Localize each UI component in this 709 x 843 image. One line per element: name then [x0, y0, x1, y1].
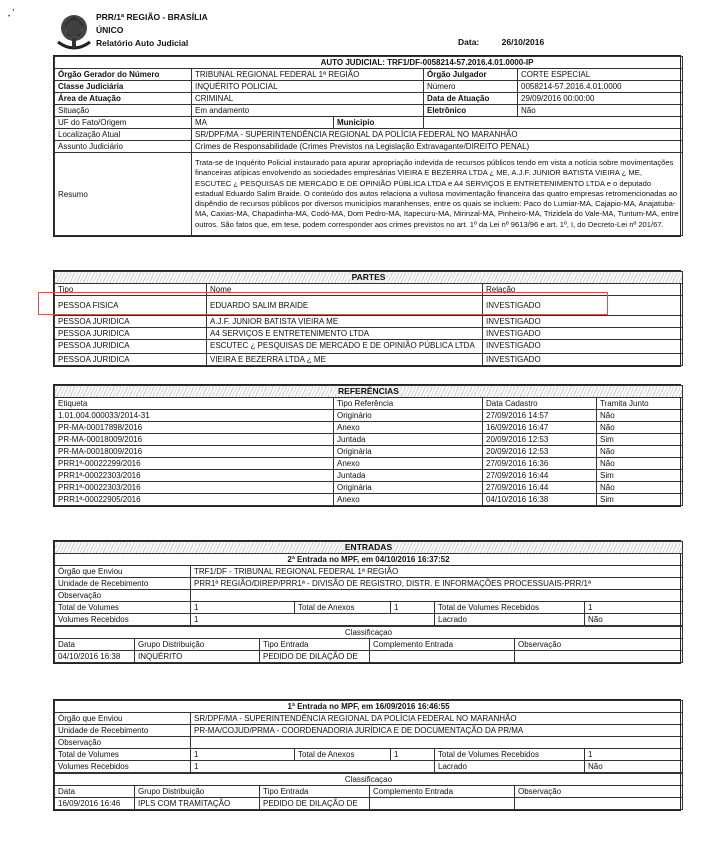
column-header: Grupo Distribuição: [135, 639, 260, 651]
ref-data: 20/09/2016 12:53: [483, 446, 597, 458]
field-row: [55, 761, 683, 773]
entrada-heading: 2ª Entrada no MPF, em 04/10/2016 16:37:52: [55, 554, 683, 566]
field-label: Volumes Recebidos: [55, 614, 191, 626]
field-row: [55, 69, 683, 81]
report-header: [56, 10, 676, 52]
ref-data: 16/09/2016 16:47: [483, 422, 597, 434]
field-value: SR/DPF/MA - SUPERINTENDÊNCIA REGIONAL DA POLÍCIA FEDERAL NO MARANHÃO: [191, 713, 683, 725]
ref-tipo: Juntada: [334, 434, 483, 446]
parte-relacao: INVESTIGADO: [483, 316, 683, 328]
field-row: [55, 81, 683, 93]
parte-tipo: PESSOA JURIDICA: [55, 340, 207, 354]
ref-etiqueta: PRR1ª-00022905/2016: [55, 494, 334, 506]
column-header: Tipo: [55, 284, 207, 296]
column-header: Tipo Entrada: [260, 639, 370, 651]
field-row: [55, 578, 683, 590]
field-label: Assunto Judiciário: [55, 141, 192, 153]
field-row: [55, 129, 683, 141]
ref-tipo: Originária: [334, 446, 483, 458]
parte-nome: ESCUTEC ¿ PESQUISAS DE MERCADO E DE OPINIÃO PÚBLICA LTDA: [207, 340, 483, 354]
class-data: 04/10/2016 16:38: [55, 651, 135, 663]
referencias-title: REFERÊNCIAS: [338, 386, 399, 396]
auto-judicial-title: AUTO JUDICIAL: TRF1/DF-0058214-57.2016.4.01.0000-IP: [55, 57, 683, 69]
field-label: Total de Volumes Recebidos: [435, 749, 585, 761]
table-row: [55, 296, 683, 316]
column-header: Tipo Entrada: [260, 786, 370, 798]
partes-section: [53, 270, 681, 367]
column-header: Data: [55, 639, 135, 651]
field-label: Resumo: [55, 153, 192, 236]
field-label: Municipio: [334, 117, 424, 129]
ref-etiqueta: PR-MA-00017898/2016: [55, 422, 334, 434]
field-row: [55, 713, 683, 725]
class-data: 16/09/2016 16:46: [55, 798, 135, 810]
column-header: Complemento Entrada: [370, 639, 515, 651]
entradas-title: ENTRADAS: [344, 542, 393, 552]
field-label: UF do Fato/Origem: [55, 117, 192, 129]
table-header-row: [55, 284, 683, 296]
ref-etiqueta: PRR1ª-00022299/2016: [55, 458, 334, 470]
referencias-section: [53, 384, 681, 507]
table-row: [55, 410, 683, 422]
scan-mark: •: [8, 14, 11, 20]
class-grupo: INQUÉRITO: [135, 651, 260, 663]
classificacao-heading: Classificaçao: [55, 774, 683, 786]
table-row: [55, 470, 683, 482]
classificacao-heading: Classificaçao: [55, 627, 683, 639]
field-value: Não: [585, 761, 683, 773]
parte-relacao: INVESTIGADO: [483, 340, 683, 354]
field-label: Situação: [55, 105, 192, 117]
field-label: Total de Volumes Recebidos: [435, 602, 585, 614]
column-header: Grupo Distribuição: [135, 786, 260, 798]
field-label: Data de Atuação: [424, 93, 518, 105]
field-label: Unidade de Recebimento: [55, 725, 191, 737]
field-label: Total de Anexos: [295, 602, 391, 614]
ref-tipo: Juntada: [334, 470, 483, 482]
field-label: Lacrado: [435, 614, 585, 626]
resumo-text: Trata-se de Inquérito Policial instaurado para apurar apropriação indevida de recursos públicos tendo em vista a notícia sobre movimentações financeiras atípicas envolvendo as sociedades empresárias VIEIRA E BEZERRA LTDA ¿ ME, A.J.F. JUNIOR BATISTA VIEIRA ¿ ME, ESCUTEC ¿ PESQUISAS DE MERCADO E DE OPINIÃO PÚBLICA LTDA e A4 SERVIÇOS E ENTRETENIMENTO LTDA e o deputado estadual Eduardo Salim Braide. O conteúdo dos autos relaciona a vultosa movimentação financeira das quatro empresas retromencionadas ao dispêndio de recursos públicos por diversos municípios maranhenses, entre os quais se incluem: Paco do Lumiar-MA, Cajapio-MA, Anajatuba-MA, Caxias-MA, Chapadinha-MA, Codó-MA, Dom Pedro-MA, Itapecuru-MA, Mirinzal-MA, Pinheiro-MA, Trizidela do Vale-MA, Tuntum-MA, entre outros. São fatos que, em tese, podem corresponder aos crimes previstos no art. 1º da Lei nº 9613/96 e art. 1º, I, do Decreto-Lei nº 201/67.: [192, 153, 683, 236]
field-value: INQUÉRITO POLICIAL: [192, 81, 424, 93]
field-row: [55, 737, 683, 749]
class-grupo: IPLS COM TRAMITAÇÃO: [135, 798, 260, 810]
field-label: Órgão Julgador: [424, 69, 518, 81]
ref-data: 20/09/2016 12:53: [483, 434, 597, 446]
field-value: PRR1ª REGIÃO/DIREP/PRR1ª - DIVISÃO DE REGISTRO, DISTR. E INFORMAÇÕES PROCESSUAIS-PRR/1ª: [191, 578, 683, 590]
brazil-coat-of-arms-icon: [56, 12, 92, 52]
column-header: Data: [55, 786, 135, 798]
header-line-3: Relatório Auto Judicial: [96, 38, 189, 48]
field-label: Observação: [55, 737, 191, 749]
field-value: [424, 117, 683, 129]
parte-tipo: PESSOA JURIDICA: [55, 354, 207, 366]
table-row: [55, 798, 683, 810]
parte-tipo: PESSOA JURIDICA: [55, 316, 207, 328]
class-tipo: PEDIDO DE DILAÇÃO DE: [260, 651, 370, 663]
column-header: Tipo Referência: [334, 398, 483, 410]
partes-title: PARTES: [351, 272, 386, 282]
table-row: [55, 422, 683, 434]
auto-judicial-section: [53, 55, 681, 237]
field-value: 1: [585, 749, 683, 761]
field-value: SR/DPF/MA - SUPERINTENDÊNCIA REGIONAL DA POLÍCIA FEDERAL NO MARANHÃO: [192, 129, 683, 141]
field-value: 1: [191, 761, 435, 773]
table-row: [55, 340, 683, 354]
table-row: [55, 482, 683, 494]
column-header: Observação: [515, 639, 683, 651]
ref-tramita: Não: [597, 410, 683, 422]
field-value: PR-MA/COJUD/PRMA - COORDENADORIA JURÍDICA E DE DOCUMENTAÇÃO DA PR/MA: [191, 725, 683, 737]
table-row: [55, 354, 683, 366]
field-value: TRF1/DF - TRIBUNAL REGIONAL FEDERAL 1ª REGIÃO: [191, 566, 683, 578]
table-row: [55, 316, 683, 328]
parte-relacao: INVESTIGADO: [483, 296, 683, 316]
field-label: Total de Volumes: [55, 749, 191, 761]
field-row: [55, 93, 683, 105]
scan-mark: ,: [12, 2, 15, 13]
class-complemento: [370, 798, 515, 810]
entradas-section: [53, 540, 681, 664]
field-value: 1: [585, 602, 683, 614]
field-label: Observação: [55, 590, 191, 602]
class-tipo: PEDIDO DE DILAÇÃO DE: [260, 798, 370, 810]
field-value: 29/09/2016 00:00:00: [518, 93, 683, 105]
column-header: Etiqueta: [55, 398, 334, 410]
class-observacao: [515, 651, 683, 663]
ref-tramita: Sim: [597, 494, 683, 506]
table-row: [55, 494, 683, 506]
table-row: [55, 328, 683, 340]
field-row: [55, 749, 683, 761]
field-label: Eletrônico: [424, 105, 518, 117]
parte-tipo: PESSOA FISICA: [55, 296, 207, 316]
entrada-heading: 1ª Entrada no MPF, em 16/09/2016 16:46:55: [55, 701, 683, 713]
ref-tramita: Não: [597, 422, 683, 434]
field-label: Total de Volumes: [55, 602, 191, 614]
ref-tramita: Não: [597, 446, 683, 458]
parte-tipo: PESSOA JURIDICA: [55, 328, 207, 340]
field-label: Área de Atuação: [55, 93, 192, 105]
ref-etiqueta: PRR1ª-00022303/2016: [55, 482, 334, 494]
column-header: Relação: [483, 284, 683, 296]
ref-tipo: Anexo: [334, 458, 483, 470]
table-row: [55, 446, 683, 458]
field-label: Lacrado: [435, 761, 585, 773]
table-row: [55, 434, 683, 446]
field-label: Total de Anexos: [295, 749, 391, 761]
field-label: Órgão que Enviou: [55, 713, 191, 725]
entrada-1-section: [53, 699, 681, 811]
field-value: 1: [191, 749, 295, 761]
ref-tipo: Originária: [334, 482, 483, 494]
field-value: 0058214-57.2016.4.01.0000: [518, 81, 683, 93]
field-label: Órgão Gerador do Número: [55, 69, 192, 81]
date-value: 26/10/2016: [501, 37, 545, 47]
ref-tipo: Anexo: [334, 494, 483, 506]
table-header-row: [55, 398, 683, 410]
ref-data: 27/09/2016 16:44: [483, 470, 597, 482]
parte-relacao: INVESTIGADO: [483, 354, 683, 366]
report-date: [458, 37, 544, 47]
table-row: [55, 651, 683, 663]
field-value: [191, 590, 683, 602]
ref-etiqueta: PR-MA-00018009/2016: [55, 446, 334, 458]
ref-etiqueta: PRR1ª-00022303/2016: [55, 470, 334, 482]
field-value: CRIMINAL: [192, 93, 424, 105]
class-observacao: [515, 798, 683, 810]
field-value: [191, 737, 683, 749]
ref-tipo: Originário: [334, 410, 483, 422]
field-value: Não: [518, 105, 683, 117]
field-value: TRIBUNAL REGIONAL FEDERAL 1ª REGIÃO: [192, 69, 424, 81]
column-header: Complemento Entrada: [370, 786, 515, 798]
ref-tramita: Sim: [597, 470, 683, 482]
column-header: Observação: [515, 786, 683, 798]
ref-etiqueta: 1.01.004.000033/2014-31: [55, 410, 334, 422]
field-value: Em andamento: [192, 105, 424, 117]
field-row: [55, 141, 683, 153]
field-row: [55, 602, 683, 614]
field-row: [55, 590, 683, 602]
ref-data: 27/09/2016 16:44: [483, 482, 597, 494]
table-header-row: [55, 639, 683, 651]
field-label: Localização Atual: [55, 129, 192, 141]
column-header: Data Cadastro: [483, 398, 597, 410]
column-header: Tramita Junto: [597, 398, 683, 410]
ref-tramita: Sim: [597, 434, 683, 446]
parte-nome: EDUARDO SALIM BRAIDE: [207, 296, 483, 316]
field-value: 1: [191, 614, 435, 626]
header-line-2: ÚNICO: [96, 25, 124, 35]
ref-tramita: Não: [597, 458, 683, 470]
field-row: [55, 614, 683, 626]
field-value: CORTE ESPECIAL: [518, 69, 683, 81]
field-label: Número: [424, 81, 518, 93]
field-label: Volumes Recebidos: [55, 761, 191, 773]
ref-data: 27/09/2016 14:57: [483, 410, 597, 422]
field-label: Órgão que Enviou: [55, 566, 191, 578]
field-row: [55, 117, 683, 129]
field-row: [55, 566, 683, 578]
parte-nome: A4 SERVIÇOS E ENTRETENIMENTO LTDA: [207, 328, 483, 340]
class-complemento: [370, 651, 515, 663]
field-value: MA: [192, 117, 334, 129]
field-value: Não: [585, 614, 683, 626]
ref-data: 27/09/2016 16:36: [483, 458, 597, 470]
field-label: Unidade de Recebimento: [55, 578, 191, 590]
field-value: Crimes de Responsabilidade (Crimes Previstos na Legislação Extravagante/DIREITO PENAL): [192, 141, 683, 153]
field-row: [55, 153, 683, 236]
field-row: [55, 725, 683, 737]
ref-tramita: Não: [597, 482, 683, 494]
field-value: 1: [391, 749, 435, 761]
ref-etiqueta: PR-MA-00018009/2016: [55, 434, 334, 446]
field-row: [55, 105, 683, 117]
table-row: [55, 458, 683, 470]
table-header-row: [55, 786, 683, 798]
field-value: 1: [391, 602, 435, 614]
column-header: Nome: [207, 284, 483, 296]
ref-data: 04/10/2016 16:38: [483, 494, 597, 506]
parte-nome: A.J.F. JUNIOR BATISTA VIEIRA ME: [207, 316, 483, 328]
field-label: Classe Judiciária: [55, 81, 192, 93]
header-line-1: PRR/1ª REGIÃO - BRASÍLIA: [96, 12, 208, 22]
ref-tipo: Anexo: [334, 422, 483, 434]
field-value: 1: [191, 602, 295, 614]
date-label: Data:: [458, 37, 480, 47]
parte-nome: VIEIRA E BEZERRA LTDA ¿ ME: [207, 354, 483, 366]
parte-relacao: INVESTIGADO: [483, 328, 683, 340]
